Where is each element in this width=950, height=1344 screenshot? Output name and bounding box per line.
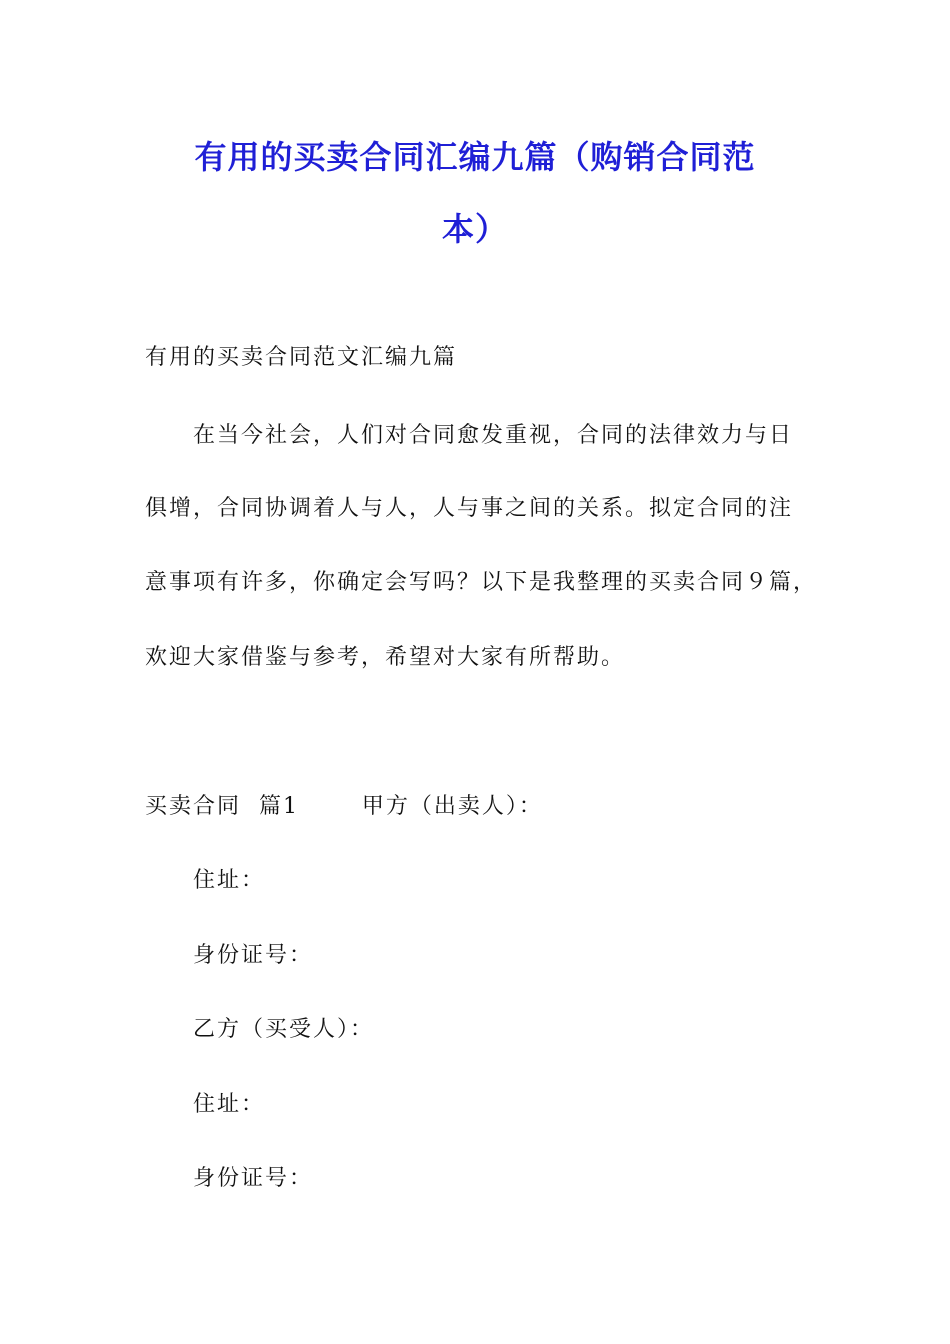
field-seller-id: 身份证号： [193,943,314,968]
section-heading: 买卖合同 篇1 甲方（出卖人）： [145,794,543,819]
field-seller-address: 住址： [193,868,266,893]
intro-line-3: 意事项有许多，你确定会写吗？以下是我整理的买卖合同９篇， [145,570,818,595]
field-buyer: 乙方（买受人）： [193,1017,375,1042]
intro-line-1: 在当今社会，人们对合同愈发重视，合同的法律效力与日 [193,423,794,448]
document-title-line-2: 本） [441,210,508,248]
document-title-line-1: 有用的买卖合同汇编九篇（购销合同范 [194,138,756,176]
intro-line-4: 欢迎大家借鉴与参考，希望对大家有所帮助。 [145,645,626,670]
field-buyer-address: 住址： [193,1092,266,1117]
field-buyer-id: 身份证号： [193,1166,314,1191]
intro-line-2: 俱增，合同协调着人与人，人与事之间的关系。拟定合同的注 [145,496,794,521]
document-subtitle: 有用的买卖合同范文汇编九篇 [145,345,458,370]
